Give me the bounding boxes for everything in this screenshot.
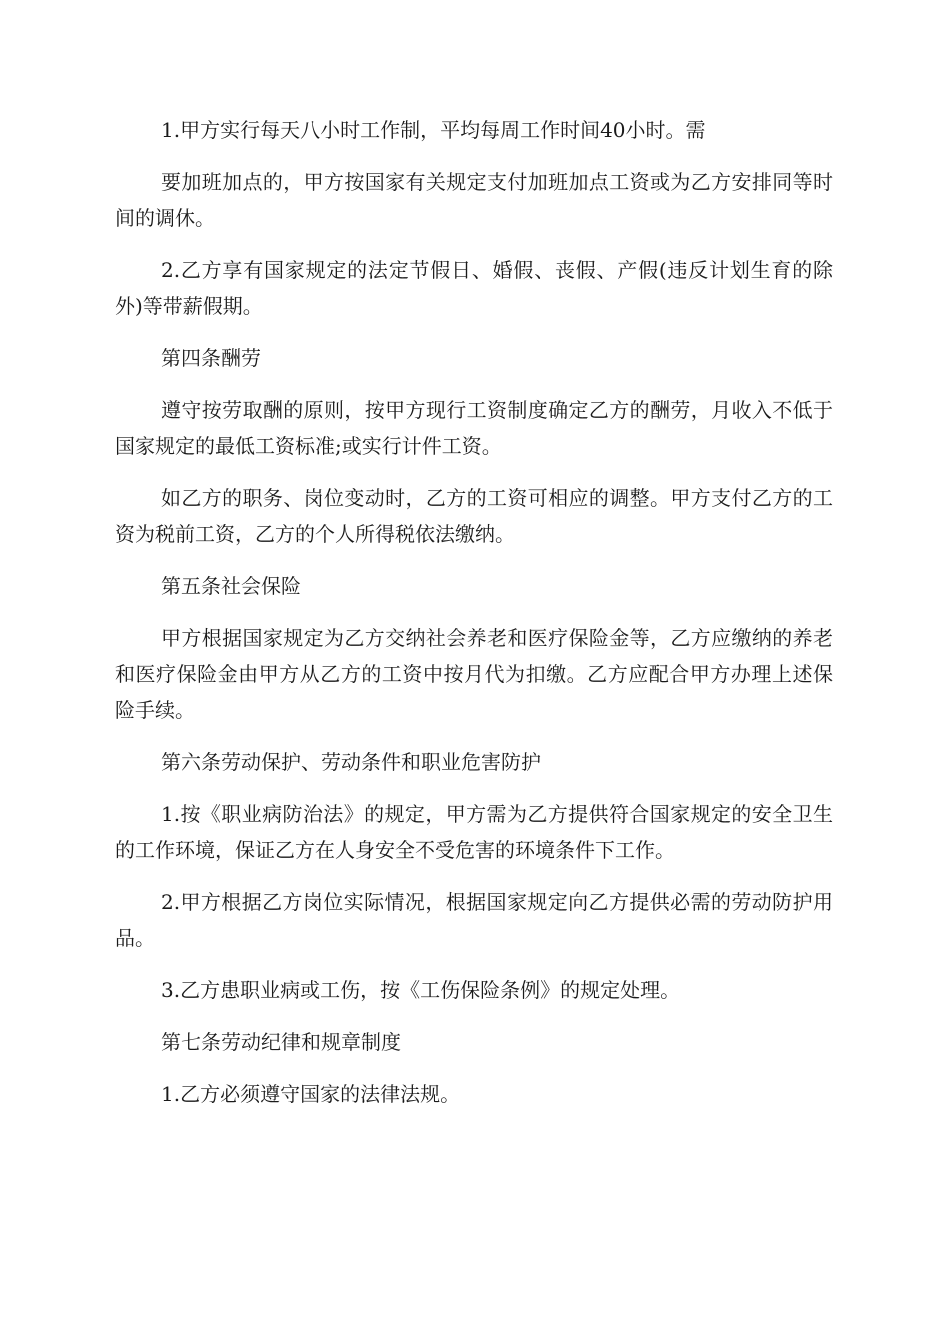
document-page (115, 112, 833, 1128)
paragraph-obey-laws: 1.乙方必须遵守国家的法律法规。 (161, 1082, 461, 1106)
paragraph-work-environment: 1.按《职业病防治法》的规定，甲方需为乙方提供符合国家规定的安全卫生的工作环境，保证乙方在人身安全不受危害的环境条件下工作。 (115, 802, 833, 862)
paragraph-paid-leave: 2.乙方享有国家规定的法定节假日、婚假、丧假、产假(违反计划生育的除外)等带薪假期。 (115, 258, 833, 318)
section-heading-labor-discipline: 第七条劳动纪律和规章制度 (161, 1030, 401, 1054)
section-heading-social-insurance: 第五条社会保险 (161, 574, 301, 598)
paragraph-working-hours: 1.甲方实行每天八小时工作制，平均每周工作时间40小时。需 (161, 118, 706, 142)
paragraph-protective-equipment: 2.甲方根据乙方岗位实际情况，根据国家规定向乙方提供必需的劳动防护用品。 (115, 890, 833, 950)
section-heading-labor-protection: 第六条劳动保护、劳动条件和职业危害防护 (161, 750, 541, 774)
paragraph-overtime: 要加班加点的，甲方按国家有关规定支付加班加点工资或为乙方安排同等时间的调休。 (115, 170, 833, 230)
paragraph-pay-adjustment: 如乙方的职务、岗位变动时，乙方的工资可相应的调整。甲方支付乙方的工资为税前工资，乙方的个人所得税依法缴纳。 (115, 486, 833, 546)
paragraph-insurance: 甲方根据国家规定为乙方交纳社会养老和医疗保险金等，乙方应缴纳的养老和医疗保险金由甲方从乙方的工资中按月代为扣缴。乙方应配合甲方办理上述保险手续。 (115, 626, 833, 722)
paragraph-pay-principle: 遵守按劳取酬的原则，按甲方现行工资制度确定乙方的酬劳，月收入不低于国家规定的最低工资标准;或实行计件工资。 (115, 398, 833, 458)
paragraph-occupational-injury: 3.乙方患职业病或工伤，按《工伤保险条例》的规定处理。 (161, 978, 681, 1002)
section-heading-remuneration: 第四条酬劳 (161, 346, 261, 370)
